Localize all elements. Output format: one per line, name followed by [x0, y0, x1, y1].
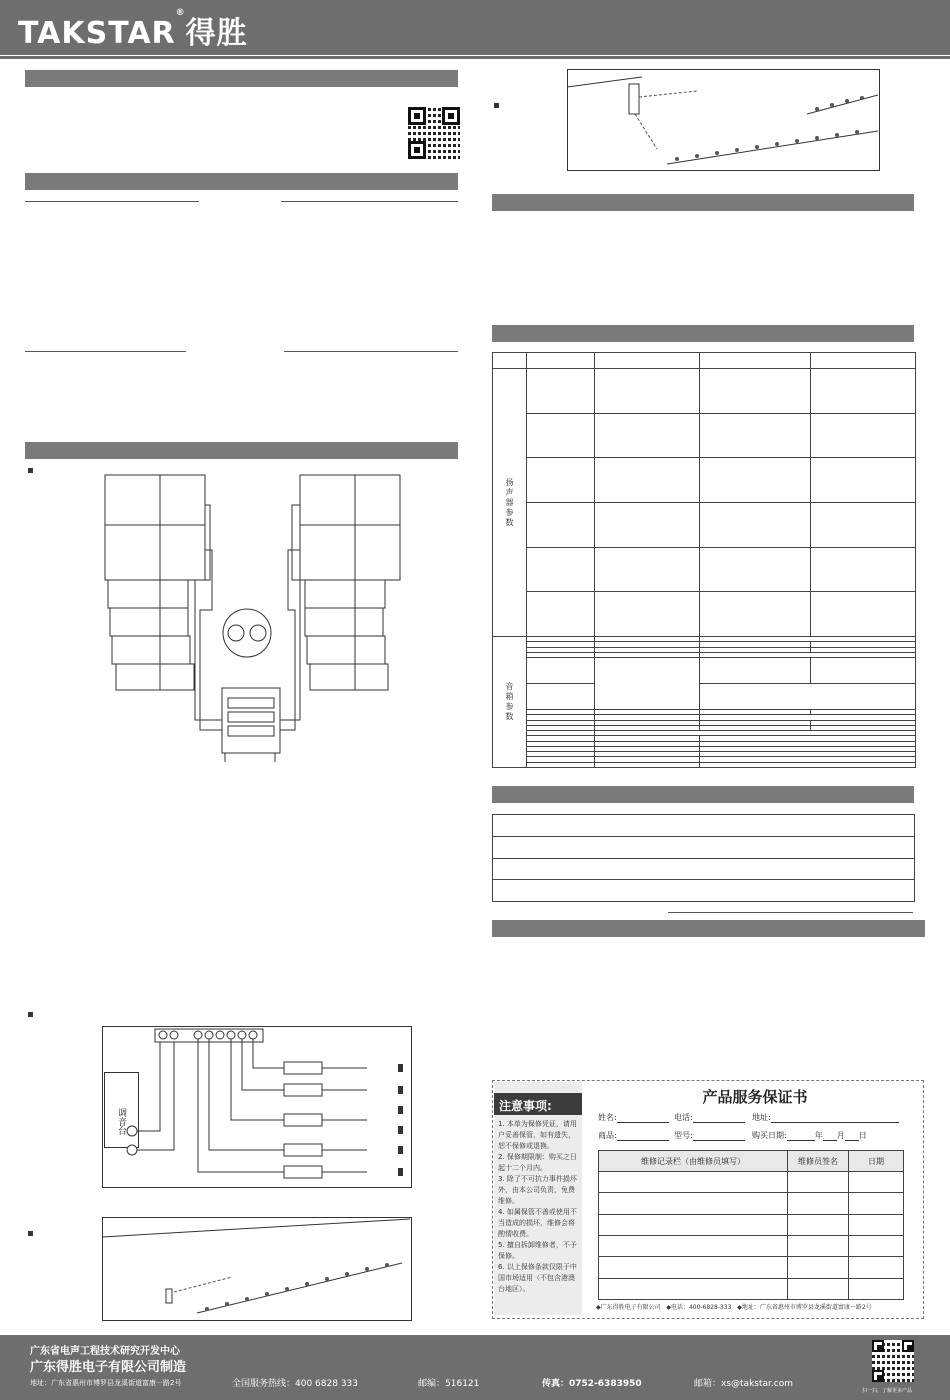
venue-seating-diagram-2 [567, 69, 878, 169]
registered-mark: ® [175, 8, 186, 18]
logo-cn: 得胜 [185, 16, 248, 51]
speaker-cabinet [305, 580, 385, 608]
footer-qr-code[interactable] [872, 1340, 914, 1382]
col-signature: 维修员签名 [788, 1151, 849, 1172]
section-bar-4 [492, 194, 914, 211]
cabinet-params-label: 音箱参数 [493, 637, 527, 768]
card-footer: ◆广东得胜电子有限公司 ◆电话：400-6828-333 ◆地址：广东省惠州市博罗县龙溪街道富康一路2号 [596, 1304, 872, 1311]
rule [25, 351, 186, 352]
section-bar-1 [25, 70, 458, 87]
amplifier [284, 1144, 322, 1156]
speaker-cabinet [116, 664, 194, 690]
footer-email: 邮箱：xs@takstar.com [694, 1379, 793, 1389]
mixer-label: 调音台 [116, 1107, 126, 1135]
notice-item: 1. 本单为保修凭证，请用户妥善保管，如有遗失，恕不保修或退换。 [498, 1120, 577, 1150]
amplifier [284, 1114, 322, 1126]
speaker-array [629, 84, 639, 114]
rule [25, 201, 199, 202]
section-bar-2 [25, 173, 458, 190]
venue-seating-diagram-1 [102, 1217, 410, 1319]
rule [281, 201, 458, 202]
purchase-date-field[interactable]: 购买日期: 年 月 日 [752, 1131, 867, 1140]
speaker-cabinet [110, 608, 188, 636]
speaker-params-label: 扬声器参数 [493, 369, 527, 637]
section-bar-5 [492, 325, 914, 342]
address-field[interactable]: 地址: [752, 1112, 899, 1123]
speaker-cabinet [305, 608, 383, 636]
notice-item: 3. 除了不可抗力事件损坏外，由本公司负责，免费维修。 [498, 1175, 577, 1205]
footer-fax: 传真：0752-6383950 [542, 1379, 642, 1389]
notice-item: 5. 擅自拆卸维修者，不予保修。 [498, 1241, 577, 1260]
card-title: 产品服务保证书 [702, 1088, 808, 1106]
notice-title: 注意事项: [494, 1093, 582, 1115]
amplifier [284, 1166, 322, 1178]
section-bar-6 [492, 786, 914, 803]
brand-logo [18, 8, 248, 52]
footer-postcode: 邮编：516121 [418, 1379, 480, 1389]
speaker-array [166, 1289, 172, 1303]
repair-record-table [598, 1150, 904, 1300]
qr-caption: 扫一扫，了解更多产品 [862, 1388, 913, 1394]
notice-item: 2. 保修期限制：购买之日起十二个月内。 [498, 1153, 577, 1172]
notice-list [498, 1119, 580, 1295]
bullet [28, 468, 33, 473]
speaker-cabinet [105, 475, 205, 525]
footer-company: 广东得胜电子有限公司制造 [30, 1360, 187, 1375]
speaker-cabinet [310, 664, 388, 690]
footer-hotline: 全国服务热线：400 6828 333 [232, 1379, 358, 1389]
notice-item: 6. 以上保修条款仅限于中国市场适用（不包含港澳台地区）。 [498, 1263, 577, 1293]
footer-bar [0, 1335, 950, 1400]
product-field[interactable]: 商品: [598, 1130, 669, 1141]
speaker-cabinet [105, 525, 205, 580]
section-bar-3 [25, 442, 458, 459]
qr-code[interactable] [408, 107, 460, 159]
col-date: 日期 [849, 1151, 904, 1172]
bullet [494, 103, 499, 108]
phone-field[interactable]: 电话: [674, 1112, 745, 1123]
speaker-cabinet [300, 475, 400, 525]
section-bar-7 [492, 920, 925, 937]
bullet [28, 1231, 33, 1236]
amplifier [284, 1084, 322, 1096]
logo-text: TAKSTAR [18, 16, 176, 51]
col-record: 维修记录栏（由维修员填写） [599, 1151, 788, 1172]
rule [284, 351, 458, 352]
spec-table [492, 352, 916, 768]
notice-item: 4. 如属保管不善或使用不当造成的损坏，维修会将酌情收费。 [498, 1208, 577, 1238]
footer-address: 地址：广东省惠州市博罗县龙溪街道富康一路2号 [30, 1379, 182, 1387]
subwoofer [223, 609, 271, 657]
footer-center: 广东省电声工程技术研究开发中心 [30, 1346, 180, 1357]
signal-flow-diagram [102, 1026, 410, 1186]
amplifier [284, 1062, 322, 1074]
speaker-cabinet [112, 636, 190, 664]
header-underline [0, 56, 950, 59]
speaker-cabinet [300, 525, 400, 580]
speaker-cabinet [307, 636, 385, 664]
bullet [28, 1012, 33, 1017]
rule [668, 912, 913, 913]
accessory-table [492, 814, 915, 902]
array-connection-diagram [100, 470, 405, 765]
name-field[interactable]: 姓名: [598, 1112, 669, 1123]
model-field[interactable]: 型号: [674, 1130, 745, 1141]
speaker-cabinet [108, 580, 188, 608]
